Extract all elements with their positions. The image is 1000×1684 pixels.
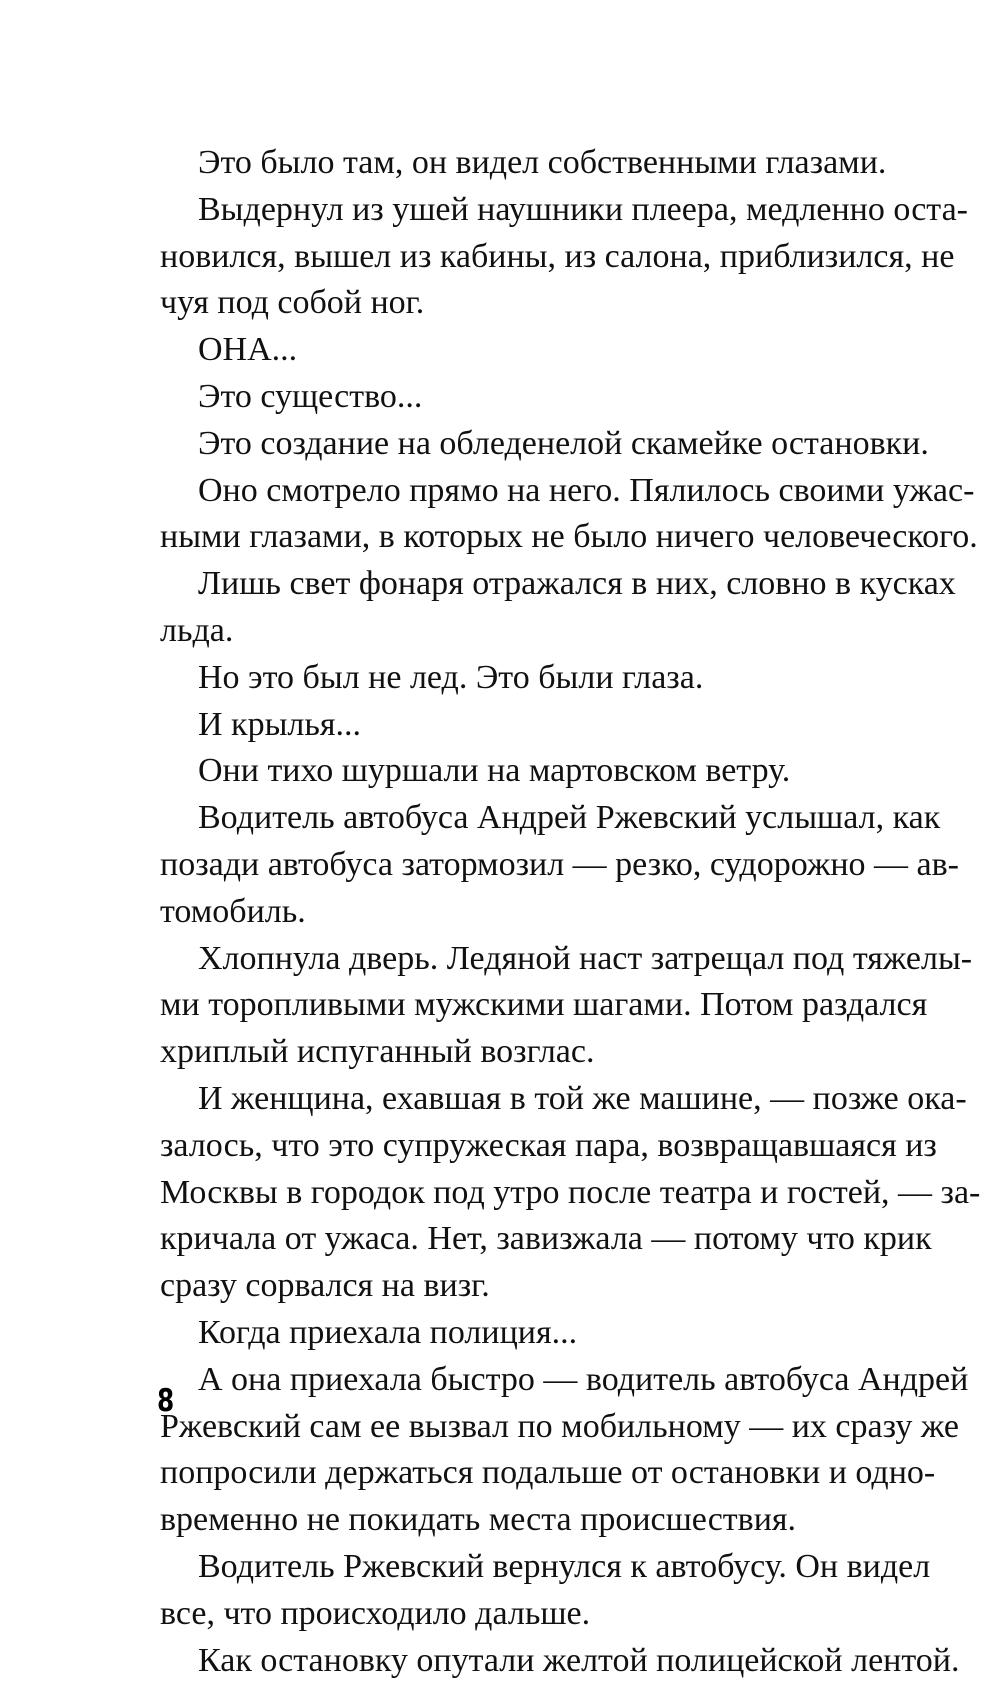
text-line: И крылья... (160, 702, 886, 749)
body-text (160, 140, 886, 1684)
text-line: А она приехала быстро — водитель автобуса Андрей (160, 1357, 886, 1404)
text-line: хриплый испуганный возглас. (160, 1029, 886, 1076)
text-line: Москвы в городок под утро после театра и гостей, — за- (160, 1170, 886, 1217)
text-line: Лишь свет фонаря отражался в них, словно в кусках (160, 561, 886, 608)
text-line: новился, вышел из кабины, из салона, приблизился, не (160, 234, 886, 281)
text-line: Хлопнула дверь. Ледяной наст затрещал под тяжелы- (160, 936, 886, 983)
text-line: сразу сорвался на визг. (160, 1263, 886, 1310)
text-line: И женщина, ехавшая в той же машине, — позже ока- (160, 1076, 886, 1123)
text-line: Водитель Ржевский вернулся к автобусу. Он видел (160, 1544, 886, 1591)
text-line: ными глазами, в которых не было ничего человеческого. (160, 514, 886, 561)
text-line: позади автобуса затормозил — резко, судорожно — ав- (160, 842, 886, 889)
text-line: Оно смотрело прямо на него. Пялилось своими ужас- (160, 468, 886, 515)
text-line: Выдернул из ушей наушники плеера, медленно оста- (160, 187, 886, 234)
text-line: ми торопливыми мужскими шагами. Потом раздался (160, 982, 886, 1029)
text-line: ОНА... (160, 327, 886, 374)
text-line: временно не покидать места происшествия. (160, 1497, 886, 1544)
text-line: Как остановку опутали желтой полицейской лентой. (160, 1638, 886, 1684)
text-line: Ржевский сам ее вызвал по мобильному — их сразу же (160, 1404, 886, 1451)
text-line: томобиль. (160, 889, 886, 936)
text-line: попросили держаться подальше от остановки и одно- (160, 1450, 886, 1497)
text-line: Но это был не лед. Это были глаза. (160, 655, 886, 702)
text-line: льда. (160, 608, 886, 655)
text-line: кричала от ужаса. Нет, завизжала — потому что крик (160, 1216, 886, 1263)
text-line: Это было там, он видел собственными глазами. (160, 140, 886, 187)
text-line: Водитель автобуса Андрей Ржевский услышал, как (160, 795, 886, 842)
text-line: залось, что это супружеская пара, возвращавшаяся из (160, 1123, 886, 1170)
page-number: 8 (157, 1383, 174, 1419)
text-line: Это создание на обледенелой скамейке остановки. (160, 421, 886, 468)
text-line: Они тихо шуршали на мартовском ветру. (160, 748, 886, 795)
text-line: Это существо... (160, 374, 886, 421)
text-line: чуя под собой ног. (160, 280, 886, 327)
text-line: все, что происходило дальше. (160, 1591, 886, 1638)
text-line: Когда приехала полиция... (160, 1310, 886, 1357)
